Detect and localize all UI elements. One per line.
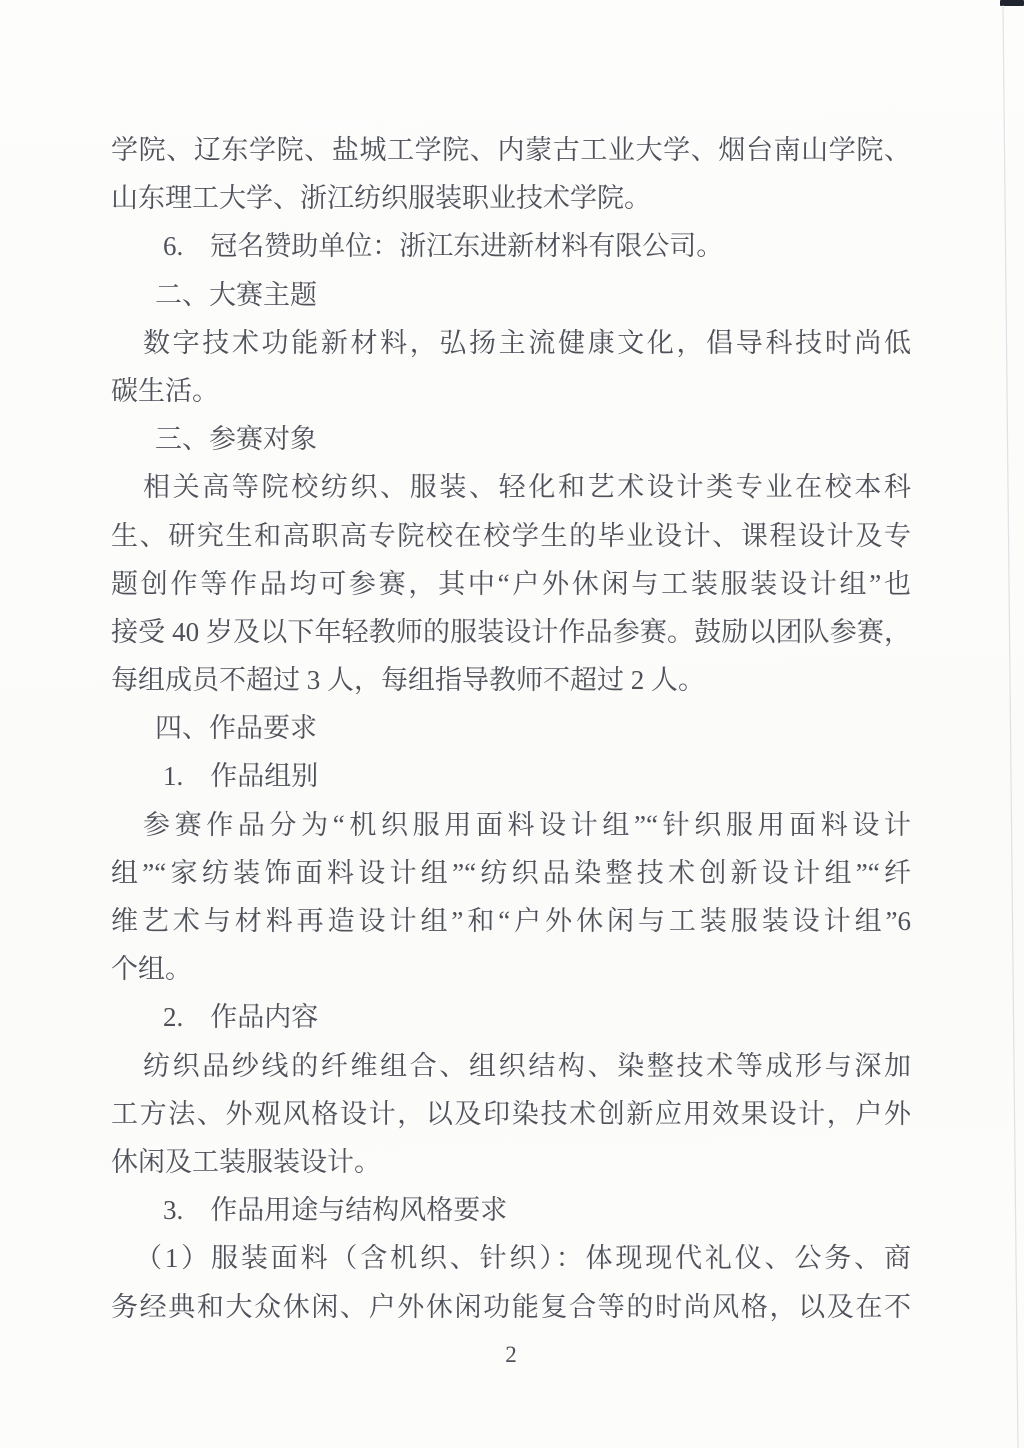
text-line: 2. 作品内容 (163, 1002, 319, 1033)
text-line: 生、研究生和高职高专院校在校学生的毕业设计、课程设计及专 (111, 520, 911, 551)
text-line: 三、参赛对象 (155, 424, 317, 455)
scan-edge-line (1003, 5, 1018, 1448)
text-line: 休闲及工装服装设计。 (111, 1146, 381, 1177)
text-line: 6. 冠名赞助单位：浙江东进新材料有限公司。 (163, 231, 724, 262)
text-line: 题创作等作品均可参赛，其中“户外休闲与工装服装设计组”也 (111, 568, 911, 599)
text-line: 碳生活。 (111, 375, 219, 406)
text-line: 接受 40 岁及以下年轻教师的服装设计作品参赛。鼓励以团队参赛， (111, 616, 911, 647)
text-line: 组”“家纺装饰面料设计组”“纺织品染整技术创新设计组”“纤 (111, 857, 911, 888)
text-line: 山东理工大学、浙江纺织服装职业技术学院。 (111, 183, 651, 214)
text-line: 3. 作品用途与结构风格要求 (163, 1195, 508, 1226)
text-line: 工方法、外观风格设计，以及印染技术创新应用效果设计，户外 (111, 1098, 911, 1129)
text-line: 二、大赛主题 (155, 279, 317, 310)
text-line: （1）服装面料（含机织、针织）：体现现代礼仪、公务、商 (135, 1243, 911, 1274)
text-line: 维艺术与材料再造设计组”和“户外休闲与工装服装设计组”6 (111, 906, 911, 936)
text-line: 数字技术功能新材料，弘扬主流健康文化，倡导科技时尚低 (143, 327, 911, 358)
text-line: 参赛作品分为“机织服用面料设计组”“针织服用面料设计 (143, 809, 911, 840)
text-line: 1. 作品组别 (163, 761, 319, 792)
text-line: 纺织品纱线的纤维组合、组织结构、染整技术等成形与深加 (143, 1050, 911, 1081)
text-line: 四、作品要求 (155, 713, 317, 744)
text-line: 务经典和大众休闲、户外休闲功能复合等的时尚风格，以及在不 (111, 1291, 911, 1322)
text-line: 相关高等院校纺织、服装、轻化和艺术设计类专业在校本科 (143, 472, 911, 503)
text-line: 个组。 (111, 954, 192, 985)
text-line: 每组成员不超过 3 人，每组指导教师不超过 2 人。 (111, 665, 705, 696)
text-line: 学院、辽东学院、盐城工学院、内蒙古工业大学、烟台南山学院、 (111, 135, 911, 165)
document-content (111, 126, 911, 1331)
page-number: 2 (505, 1342, 517, 1367)
scan-corner-mark (1000, 0, 1024, 6)
